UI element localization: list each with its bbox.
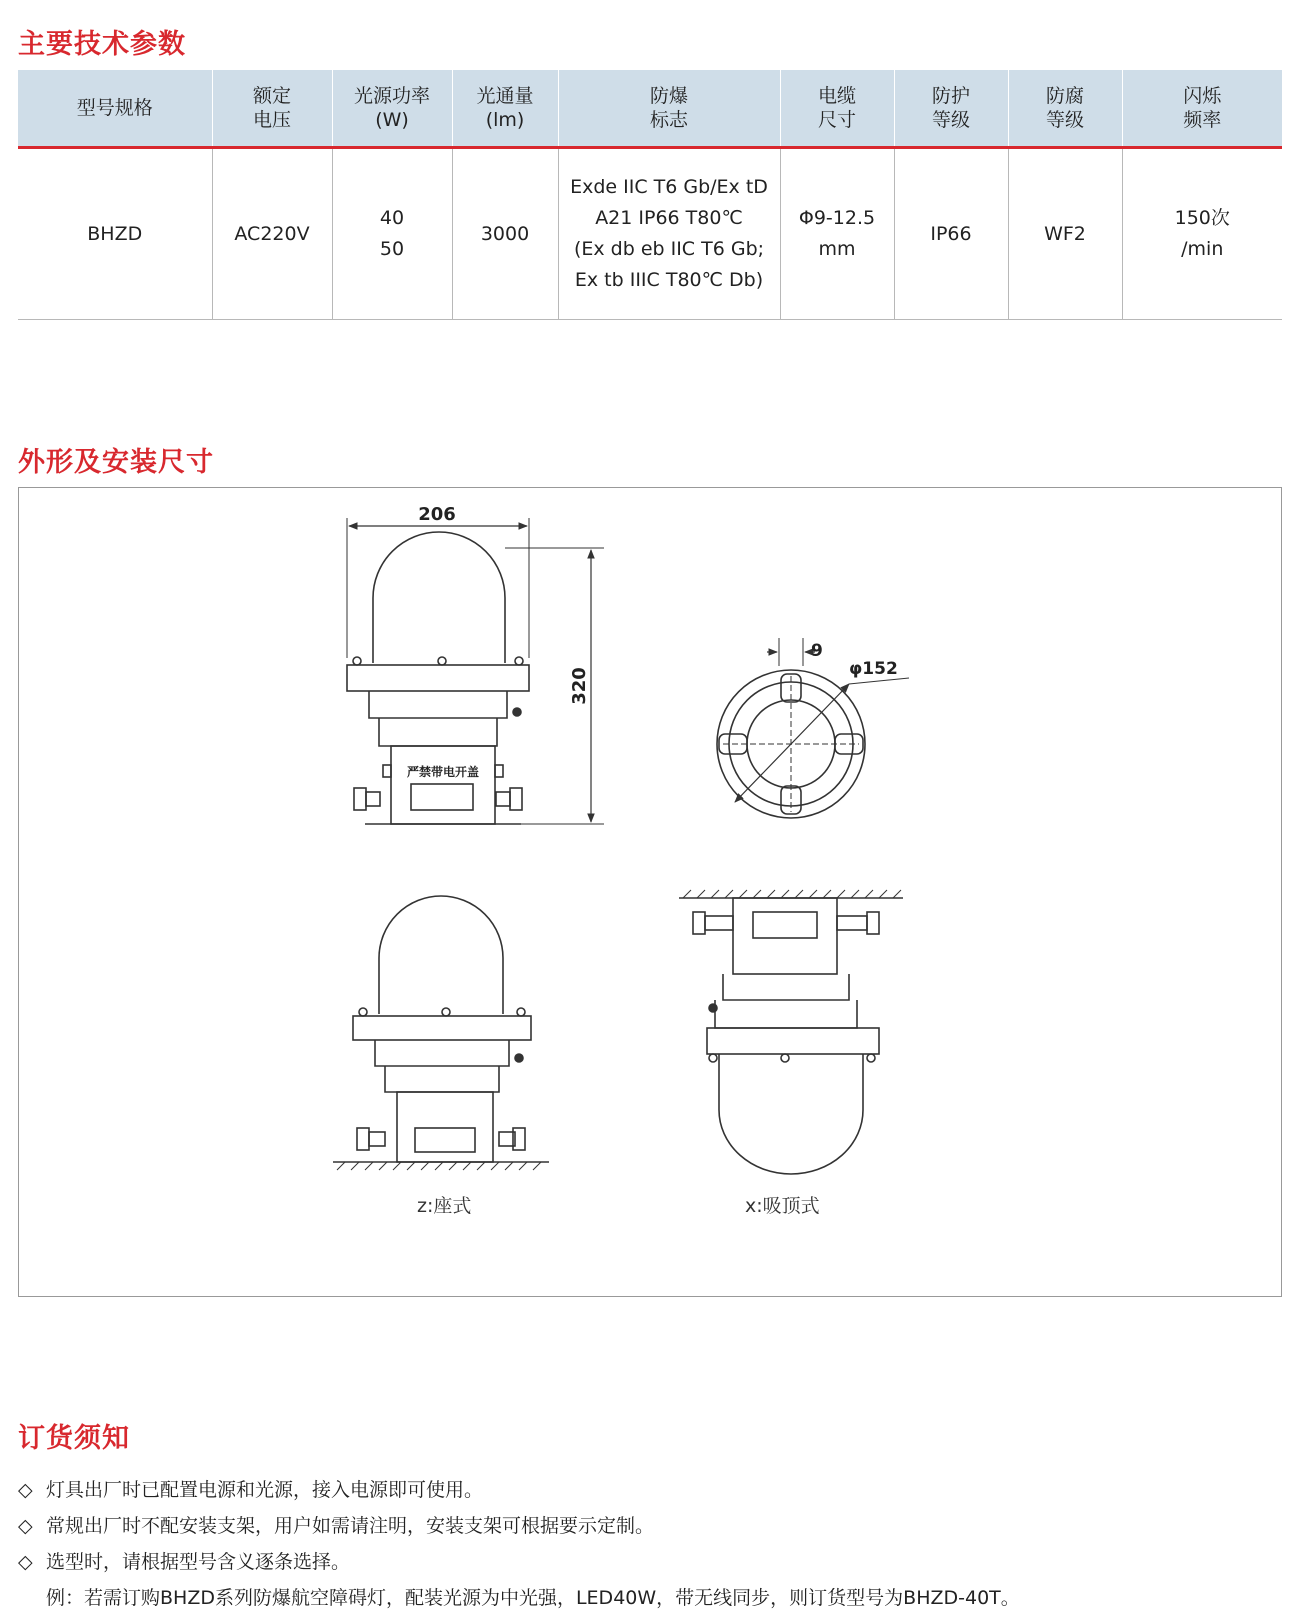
- header-voltage: 额定 电压: [212, 70, 332, 148]
- dim-width-label: 206: [418, 504, 456, 525]
- header-protection: 防护 等级: [894, 70, 1008, 148]
- header-explosion-mark: 防爆 标志: [558, 70, 780, 148]
- ordering-note-text: 常规出厂时不配安装支架，用户如需请注明，安装支架可根据要示定制。: [46, 1515, 655, 1537]
- section-title-dimensions: 外形及安装尺寸: [18, 447, 214, 478]
- diamond-bullet-icon: ◇: [18, 1551, 33, 1573]
- header-power: 光源功率 (W): [332, 70, 452, 148]
- dimension-drawing: [18, 487, 1282, 1297]
- diamond-bullet-icon: ◇: [18, 1515, 33, 1537]
- ceiling-mount-view: [679, 890, 903, 1174]
- header-flash-rate: 闪烁 频率: [1122, 70, 1282, 148]
- ordering-note-text: 灯具出厂时已配置电源和光源，接入电源即可使用。: [46, 1479, 484, 1501]
- spec-header-row: [18, 70, 1282, 148]
- spec-data-row: [18, 148, 1282, 320]
- cell-model: BHZD: [18, 148, 212, 320]
- spec-table: [18, 70, 1282, 320]
- caption-seat-mount: z:座式: [417, 1195, 472, 1217]
- cell-cable-size: Φ9-12.5 mm: [780, 148, 894, 320]
- ordering-example: 例：若需订购BHZD系列防爆航空障碍灯，配装光源为中光强，LED40W，带无线同步，则订货型号为BHZD-40T。: [46, 1587, 1020, 1609]
- section-title-ordering: 订货须知: [18, 1423, 130, 1454]
- cell-protection: IP66: [894, 148, 1008, 320]
- ordering-note-text: 选型时，请根据型号含义逐条选择。: [46, 1551, 351, 1573]
- caption-ceiling-mount: x:吸顶式: [745, 1195, 820, 1217]
- header-model: 型号规格: [18, 70, 212, 148]
- header-anticorrosion: 防腐 等级: [1008, 70, 1122, 148]
- dimension-drawing-svg: [19, 488, 1281, 1296]
- ordering-note: [18, 1472, 1282, 1508]
- ordering-note: [18, 1544, 1282, 1580]
- cell-power: 40 50: [332, 148, 452, 320]
- diamond-bullet-icon: ◇: [18, 1479, 33, 1501]
- ordering-notes: [18, 1472, 1282, 1616]
- cell-anticorrosion: WF2: [1008, 148, 1122, 320]
- cell-explosion-mark: Exde IIC T6 Gb/Ex tD A21 IP66 T80℃ (Ex db eb IIC T6 Gb; Ex tb IIIC T80℃ Db): [558, 148, 780, 320]
- dim-diameter-label: φ152: [849, 659, 898, 679]
- cell-flux: 3000: [452, 148, 558, 320]
- cell-flash-rate: 150次 /min: [1122, 148, 1282, 320]
- dim-slot-label: 9: [811, 641, 823, 661]
- warning-label: 严禁带电开盖: [406, 765, 480, 779]
- ordering-note: [18, 1508, 1282, 1544]
- section-title-specs: 主要技术参数: [18, 29, 186, 60]
- header-cable-size: 电缆 尺寸: [780, 70, 894, 148]
- header-flux: 光通量 (lm): [452, 70, 558, 148]
- seat-mount-view: [333, 896, 549, 1170]
- cell-voltage: AC220V: [212, 148, 332, 320]
- dim-height-label: 320: [569, 667, 590, 705]
